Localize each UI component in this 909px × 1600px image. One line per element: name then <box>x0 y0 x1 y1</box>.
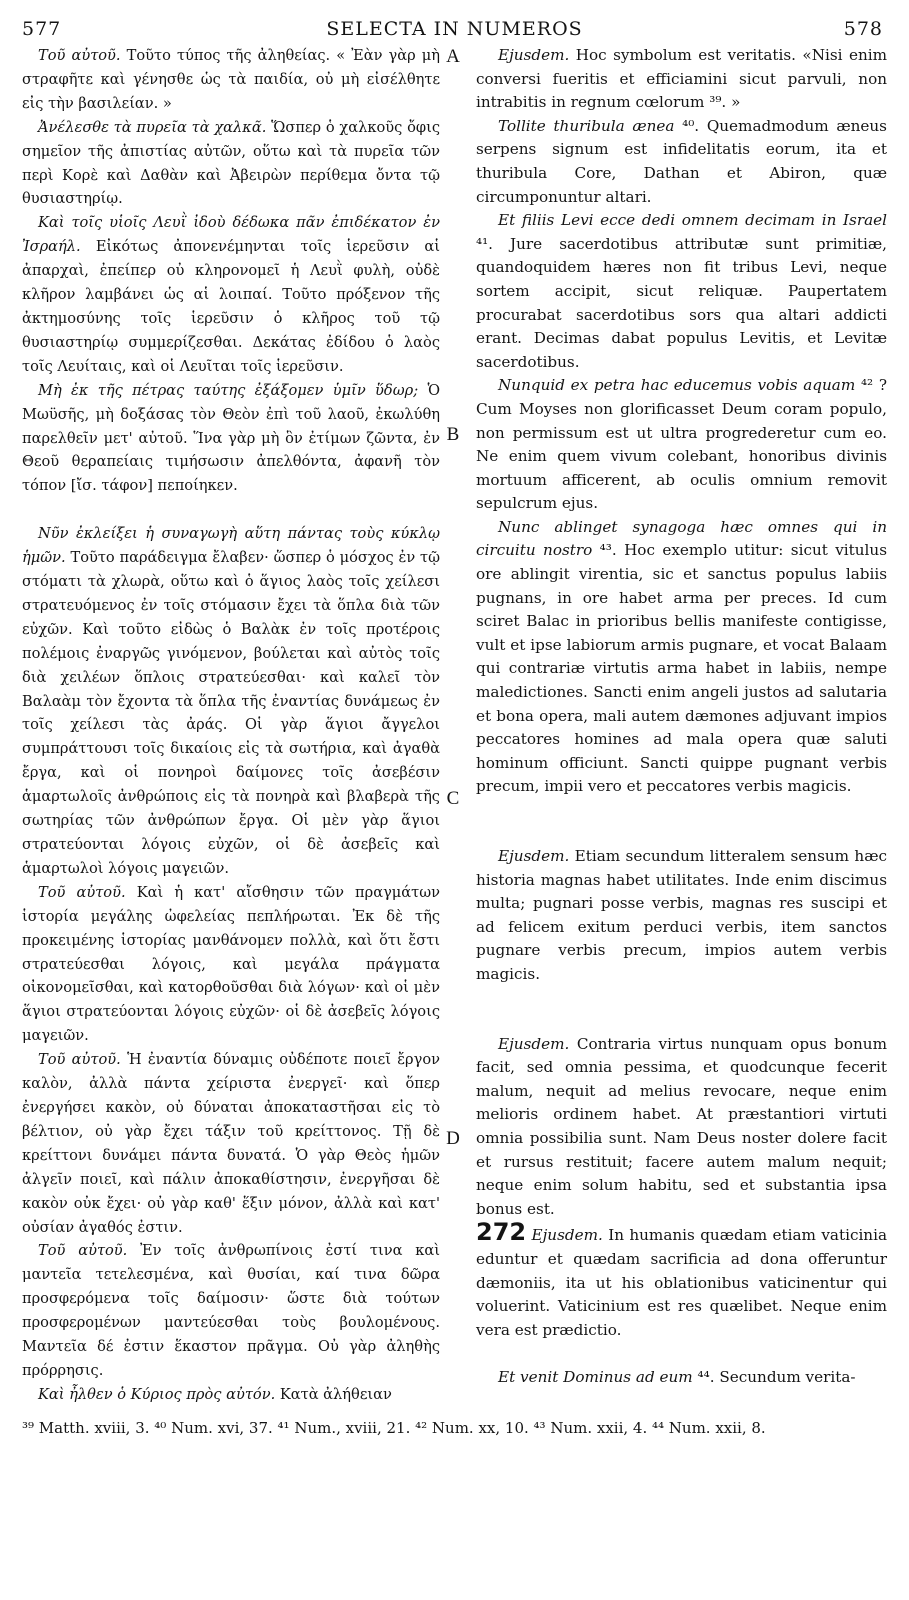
paragraph-gap <box>22 498 440 522</box>
latin-paragraph: Ejusdem. Contraria virtus nunquam opus bonum facit, sed omnia pessima, et quodcunque fecerit malum, nequit ad melius revocare, neque enim melioris ordinem habet. At præstantiori virtuti omnia possibilia sunt. Nam Deus noster dolere facit et rursus restituit; facere autem malum nequit; neque enim solum habitu, sed et substantia ipsa bonus est. <box>476 1034 887 1218</box>
greek-paragraph: Τοῦ αὐτοῦ. Καὶ ἡ κατ' αἴσθησιν τῶν πραγμάτων ἱστορία μεγάλης ὠφελείας πεπλήρωται. Ἐκ δὲ τῆς προκειμένης ἱστορίας μανθάνομεν πολλὰ, καὶ ὅτι ἔστι στρατεύεσθαι λόγοις, καὶ μεγάλα πράγματα οἰκονομεῖσθαι, καὶ κατορθοῦσθαι διὰ λόγων· καὶ οἱ μὲν ἅγιοι στρατεύονται λόγοις εὐχῶν· οἱ δὲ ἀσεβεῖς λόγοις μαγειῶν. <box>22 883 440 1045</box>
latin-paragraph: Et venit Dominus ad eum ⁴⁴. Secundum verita- <box>498 1368 856 1387</box>
column-number: 272 <box>476 1218 527 1247</box>
latin-column <box>476 44 887 1390</box>
paragraph-gap <box>476 799 887 845</box>
latin-paragraph: Et filiis Levi ecce dedi omnem decimam in Israel ⁴¹. Jure sacerdotibus attributæ sunt primitiæ, quandoquidem hæres non fit tribus Levi, neque sortem accipit, sicut reliquæ. Paupertatem procurabat sacerdotibus sors qua altari addicti erant. Decimas dabat populus Levitis, et Levitæ sacerdotibus. <box>476 211 887 371</box>
margin-letter-a: A <box>446 46 460 67</box>
greek-paragraph: Τοῦ αὐτοῦ. Τοῦτο τύπος τῆς ἀληθείας. « Ἐὰν γὰρ μὴ στραφῆτε καὶ γένησθε ὡς τὰ παιδία, οὐ μὴ εἰσέλθητε εἰς τὴν βασιλείαν. » <box>22 47 440 112</box>
footnotes: ³⁹ Matth. xviii, 3. ⁴⁰ Num. xvi, 37. ⁴¹ Num., xviii, 21. ⁴² Num. xx, 10. ⁴³ Num. xxii, 4. ⁴⁴ Num. xxii, 8. <box>22 1419 766 1437</box>
greek-paragraph: Μὴ ἐκ τῆς πέτρας ταύτης ἐξάξομεν ὑμῖν ὕδωρ; Ὁ Μωϋσῆς, μὴ δοξάσας τὸν Θεὸν ἐπὶ τοῦ λαοῦ, ἐκωλύθη παρελθεῖν μετ' αὐτοῦ. Ἵνα γὰρ μὴ ὃν ἐτίμων ζῶντα, ἐν Θεοῦ θεραπείαις τιμήσωσιν ἀπελθόντα, ἀφανῆ τὸν τόπον [ἴσ. τάφον] πεποίηκεν. <box>22 381 440 495</box>
greek-paragraph: Νῦν ἐκλείξει ἡ συναγωγὴ αὕτη πάντας τοὺς κύκλῳ ἡμῶν. Τοῦτο παράδειγμα ἔλαβεν· ὥσπερ ὁ μόσχος ἐν τῷ στόματι τὰ χλωρὰ, οὕτω καὶ ὁ ἅγιος λαὸς τοῖς χείλεσι στρατευόμενος ἐν τοῖς στόμασιν ἔχει τὰ ὅπλα διὰ τῶν εὐχῶν. Καὶ τοῦτο εἰδὼς ὁ Βαλὰκ ἐν τοῖς προτέροις πολέμοις ἐναργῶς γινόμενον, βούλεται καὶ αὐτὸς τοῖς διὰ χειλέων ὅπλοις στρατεύεσθαι· καὶ καλεῖ τὸν Βαλαὰμ τὸν ἔχοντα τὰ ὅπλα τῆς ἐναντίας δυνάμεως ἐν τοῖς χείλεσι τὰς ἀράς. Οἱ γὰρ ἅγιοι ἄγγελοι συμπράττουσι τοῖς δικαίοις εἰς τὰ σωτήρια, καὶ ἀγαθὰ ἔργα, καὶ οἱ πονηροὶ δαίμονες τοῖς ἀσεβέσιν ἁμαρτωλοῖς ἀνθρώποις εἰς τὰ πονηρὰ καὶ βλαβερὰ τῆς σωτηρίας τῶν ἀνθρώπων ἔργα. Οἱ μὲν γὰρ ἅγιοι στρατεύονται λόγοις εὐχῶν, οἱ δὲ ἀσεβεῖς καὶ ἁμαρτωλοὶ λόγοις μαγειῶν. <box>22 525 440 877</box>
latin-paragraph: Tollite thuribula ænea ⁴⁰. Quemadmodum æneus serpens signum est infidelitatis eorum, ita et thuribula Core, Dathan et Abiron, quæ circumponuntur altari. <box>476 116 887 206</box>
margin-letter-b: B <box>446 424 460 445</box>
greek-paragraph: Ἀνέλεσθε τὰ πυρεῖα τὰ χαλκᾶ. Ὥσπερ ὁ χαλκοῦς ὄφις σημεῖον τῆς ἀπιστίας αὐτῶν, οὕτω καὶ τὰ πυρεῖα τῶν περὶ Κορὲ καὶ Δαθὰν καὶ Ἀβειρὼν περίθεμα ὄντα τῷ θυσιαστηρίῳ. <box>22 118 441 208</box>
greek-paragraph: Καὶ ἦλθεν ὁ Κύριος πρὸς αὐτόν. Κατὰ ἀλήθειαν <box>38 1385 392 1403</box>
latin-paragraph: Ejusdem. Etiam secundum litteralem sensum hæc historia magnas habet utilitates. Inde enim discimus multa; pugnari posse verbis, magnas res suscipi et ad felicem exitum perduci verbis, item sanctos pugnare verbis precum, impios autem verbis magicis. <box>476 847 887 983</box>
greek-paragraph: Τοῦ αὐτοῦ. Ἐν τοῖς ἀνθρωπίνοις ἐστί τινα καὶ μαντεῖα τετελεσμένα, καὶ θυσίαι, καί τινα δῶρα προσφερόμενα τοῖς δαίμοσιν· ὥστε διὰ τούτων προσφερομένων μαντεύεσθαι τοὺς βουλομένους. Μαντεῖα δέ ἐστιν ἕκαστον πρᾶγμα. Οὐ γὰρ ἀληθὴς πρόρρησις. <box>22 1242 440 1379</box>
page-number-right: 578 <box>843 18 883 40</box>
running-title: SELECTA IN NUMEROS <box>326 18 583 40</box>
greek-paragraph: Τοῦ αὐτοῦ. Ἡ ἐναντία δύναμις οὐδέποτε ποιεῖ ἔργον καλὸν, ἀλλὰ πάντα χείριστα ἐνεργεῖ· καὶ ὅπερ ἐνεργήσει κακὸν, οὐ δύναται ἀποκαταστῆσαι εἰς τὸ βέλτιον, οὐ γὰρ ἔχει τάξιν τοῦ κρείττονος. Τῇ δὲ κρείττονι δυνάμει πάντα δυνατά. Ὁ γὰρ Θεὸς ἡμῶν ἀλγεῖν ποιεῖ, καὶ πάλιν ἀποκαθίστησιν, ἐνεργῆσαι δὲ κακὸν οὐκ ἔχει· οὐ γὰρ καθ' ἕξιν μόνον, ἀλλὰ καὶ κατ' οὐσίαν ἀγαθός ἐστιν. <box>22 1051 440 1236</box>
page-header <box>14 18 895 46</box>
greek-column <box>22 44 440 1407</box>
paragraph-gap <box>476 1342 887 1366</box>
latin-paragraph: Ejusdem. Hoc symbolum est veritatis. «Nisi enim conversi fueritis et efficiamini sicut parvuli, non intrabitis in regnum cœlorum ³⁹. » <box>476 46 887 112</box>
latin-paragraph: Nunquid ex petra hac educemus vobis aquam ⁴² ? Cum Moyses non glorificasset Deum coram populo, non permissum est ut ultra progrederetur cum eo. Ne enim quem vivum colebant, honoribus divinis mortuum afficerent, ab oculis omnium removit sepulcrum ejus. <box>476 376 887 513</box>
latin-paragraph-numbered: 272 Ejusdem. In humanis quædam etiam vaticinia eduntur et quædam sacrificia ad dona offeruntur dæmoniis, ita ut his oblationibus vaticinentur qui voluerint. Vaticinium est res quælibet. Neque enim vera est prædictio. <box>476 1218 887 1339</box>
greek-paragraph: Καὶ τοῖς υἱοῖς Λευῒ ἰδοὺ δέδωκα πᾶν ἐπιδέκατον ἐν Ἰσραήλ. Εἰκότως ἀπονενέμηνται τοῖς ἱερεῦσιν αἱ ἀπαρχαὶ, ἐπείπερ οὐ κληρονομεῖ ἡ Λευῒ φυλὴ, οὐδὲ κλῆρον λαμβάνει ὡς αἱ λοιπαί. Τοῦτο πρόξενον τῆς ἀκτημοσύνης τοῖς ἱερεῦσιν ὁ κλῆρος τοῦ τῷ θυσιαστηρίῳ συμμερίζεσθαι. Δεκάτας ἐδίδου ὁ λαὸς τοῖς Λευίταις, καὶ οἱ Λευῖται τοῖς ἱερεῦσιν. <box>22 214 440 375</box>
page-number-left: 577 <box>22 18 62 40</box>
latin-paragraph: Nunc ablinget synagoga hæc omnes qui in circuitu nostro ⁴³. Hoc exemplo utitur: sicut vitulus ore ablingit virentia, sic et sanctus populus labiis pugnans, in ore habet arma per preces. Id cum sciret Balac in prioribus bellis manifeste contigisse, vult et ipse labiorum armis pugnare, et vocat Balaam qui contrariæ virtutis arma habet in labiis, nempe maledictiones. Sancti enim angeli justos ad salutaria et bona opera, mali autem dæmones adjuvant impios peccatores homines ad mala opera quæ saluti hominum officiunt. Sancti quippe pugnant verbis precum, impii vero et peccatores verbis magicis. <box>476 517 887 796</box>
paragraph-gap <box>476 987 887 1033</box>
margin-letter-c: C <box>446 788 460 809</box>
margin-letter-d: D <box>446 1128 460 1149</box>
